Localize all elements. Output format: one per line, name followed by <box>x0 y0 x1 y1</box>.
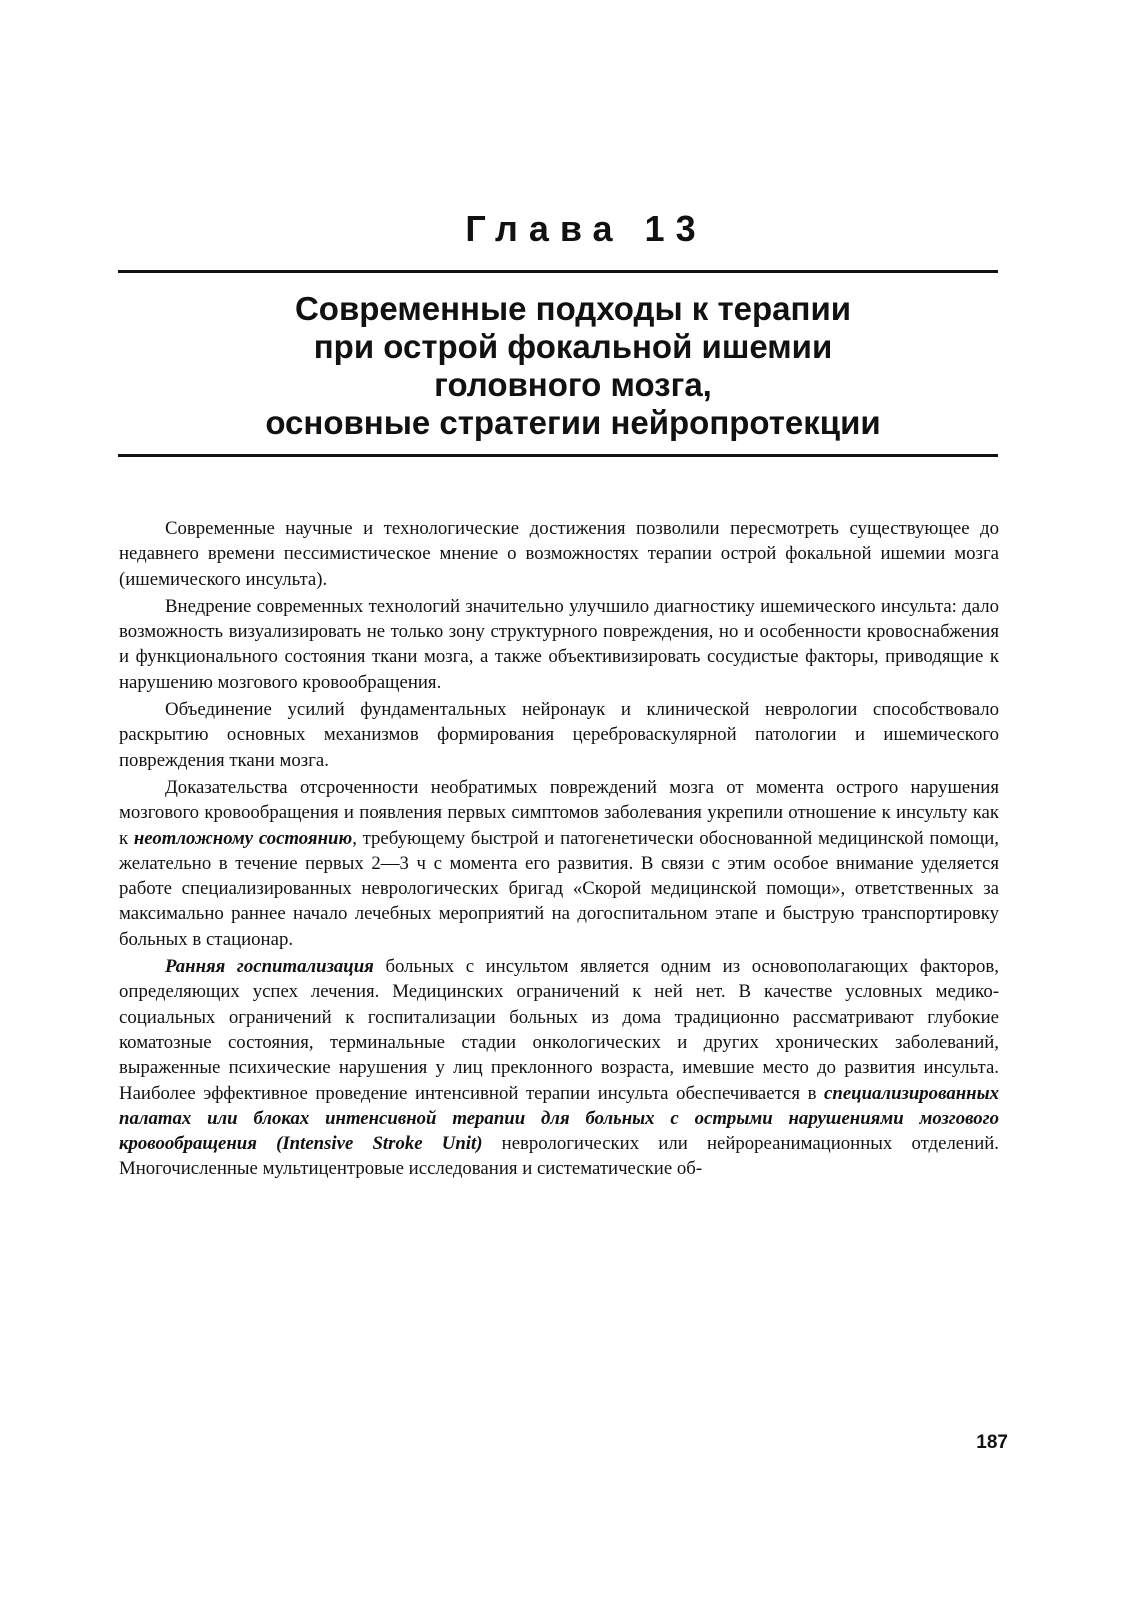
title-line-2: при острой фокальной ишемии <box>313 328 833 365</box>
paragraph-5-emphasis-1: Ранняя госпитализация <box>165 956 374 978</box>
top-rule <box>118 270 998 273</box>
page-number: 187 <box>976 1432 1008 1453</box>
title-line-4: основные стратегии нейропротекции <box>265 404 881 441</box>
paragraph-3: Объединение усилий фундаментальных нейронаук и клинической неврологии способствовало раскрытию основных механизмов формирования цереброваскулярной патологии и ишемического повреждения ткани мозга. <box>119 699 999 771</box>
paragraph-1: Современные научные и технологические достижения позволили пересмотреть существующее до недавнего времени пессимистическое мнение о возможностях терапии острой фокальной ишемии мозга (ишемического инсульта). <box>119 518 999 590</box>
bottom-rule <box>118 454 998 457</box>
paragraph-4-text-a: Доказательства отсроченности необратимых повреждений мозга от момента острого нарушения мозгового кровообращения и появления первых симптомов заболевания укрепили отношение к инсульту как к <box>119 776 999 849</box>
title-line-3: головного мозга, <box>434 366 712 403</box>
chapter-heading: Глава 13 <box>465 208 707 249</box>
paragraph-5-text-a: больных с инсультом является одним из основополагающих факторов, определяющих успех лечения. Медицинских ограничений к ней нет. В качестве условных медико-социальных ограничений к госпитализации больных из дома традиционно рассматривают глубокие коматозные состояния, терминальные стадии онкологических и других хронических заболеваний, выраженные психические нарушения у лиц преклонного возраста, имевшие место до развития инсульта. Наиболее эффективное проведение интенсивной терапии инсульта обеспечивается в <box>119 956 999 1104</box>
paragraph-4-emphasis: неотложному состоянию <box>133 827 353 849</box>
paragraph-4 <box>119 775 999 952</box>
chapter-title <box>118 290 998 442</box>
body-text <box>119 516 999 1182</box>
paragraph-5 <box>119 954 999 1182</box>
paragraph-2: Внедрение современных технологий значительно улучшило диагностику ишемического инсульта: дало возможность визуализировать не только зону структурного повреждения, но и особенности кровоснабжения и функционального состояния ткани мозга, а также объективизировать сосудистые факторы, приводящие к нарушению мозгового кровообращения. <box>119 595 999 693</box>
paragraph-5-emphasis-2: специализированных палатах или блоках интенсивной терапии для больных с острыми нарушениями мозгового кровообращения (Intensive Stroke Unit) <box>119 1082 999 1155</box>
paragraph-4-text-b: , требующему быстрой и патогенетически обоснованной медицинской помощи, желательно в течение первых 2—3 ч с момента его развития. В связи с этим особое внимание уделяется работе специализированных неврологических бригад «Скорой медицинской помощи», ответственных за максимально раннее начало лечебных мероприятий на догоспитальном этапе и быструю транспортировку больных в стационар. <box>119 827 999 950</box>
paragraph-5-text-b: неврологических или нейрореанимационных отделений. Многочисленные мультицентровые исследования и систематические об- <box>119 1133 999 1180</box>
title-line-1: Современные подходы к терапии <box>294 290 852 327</box>
